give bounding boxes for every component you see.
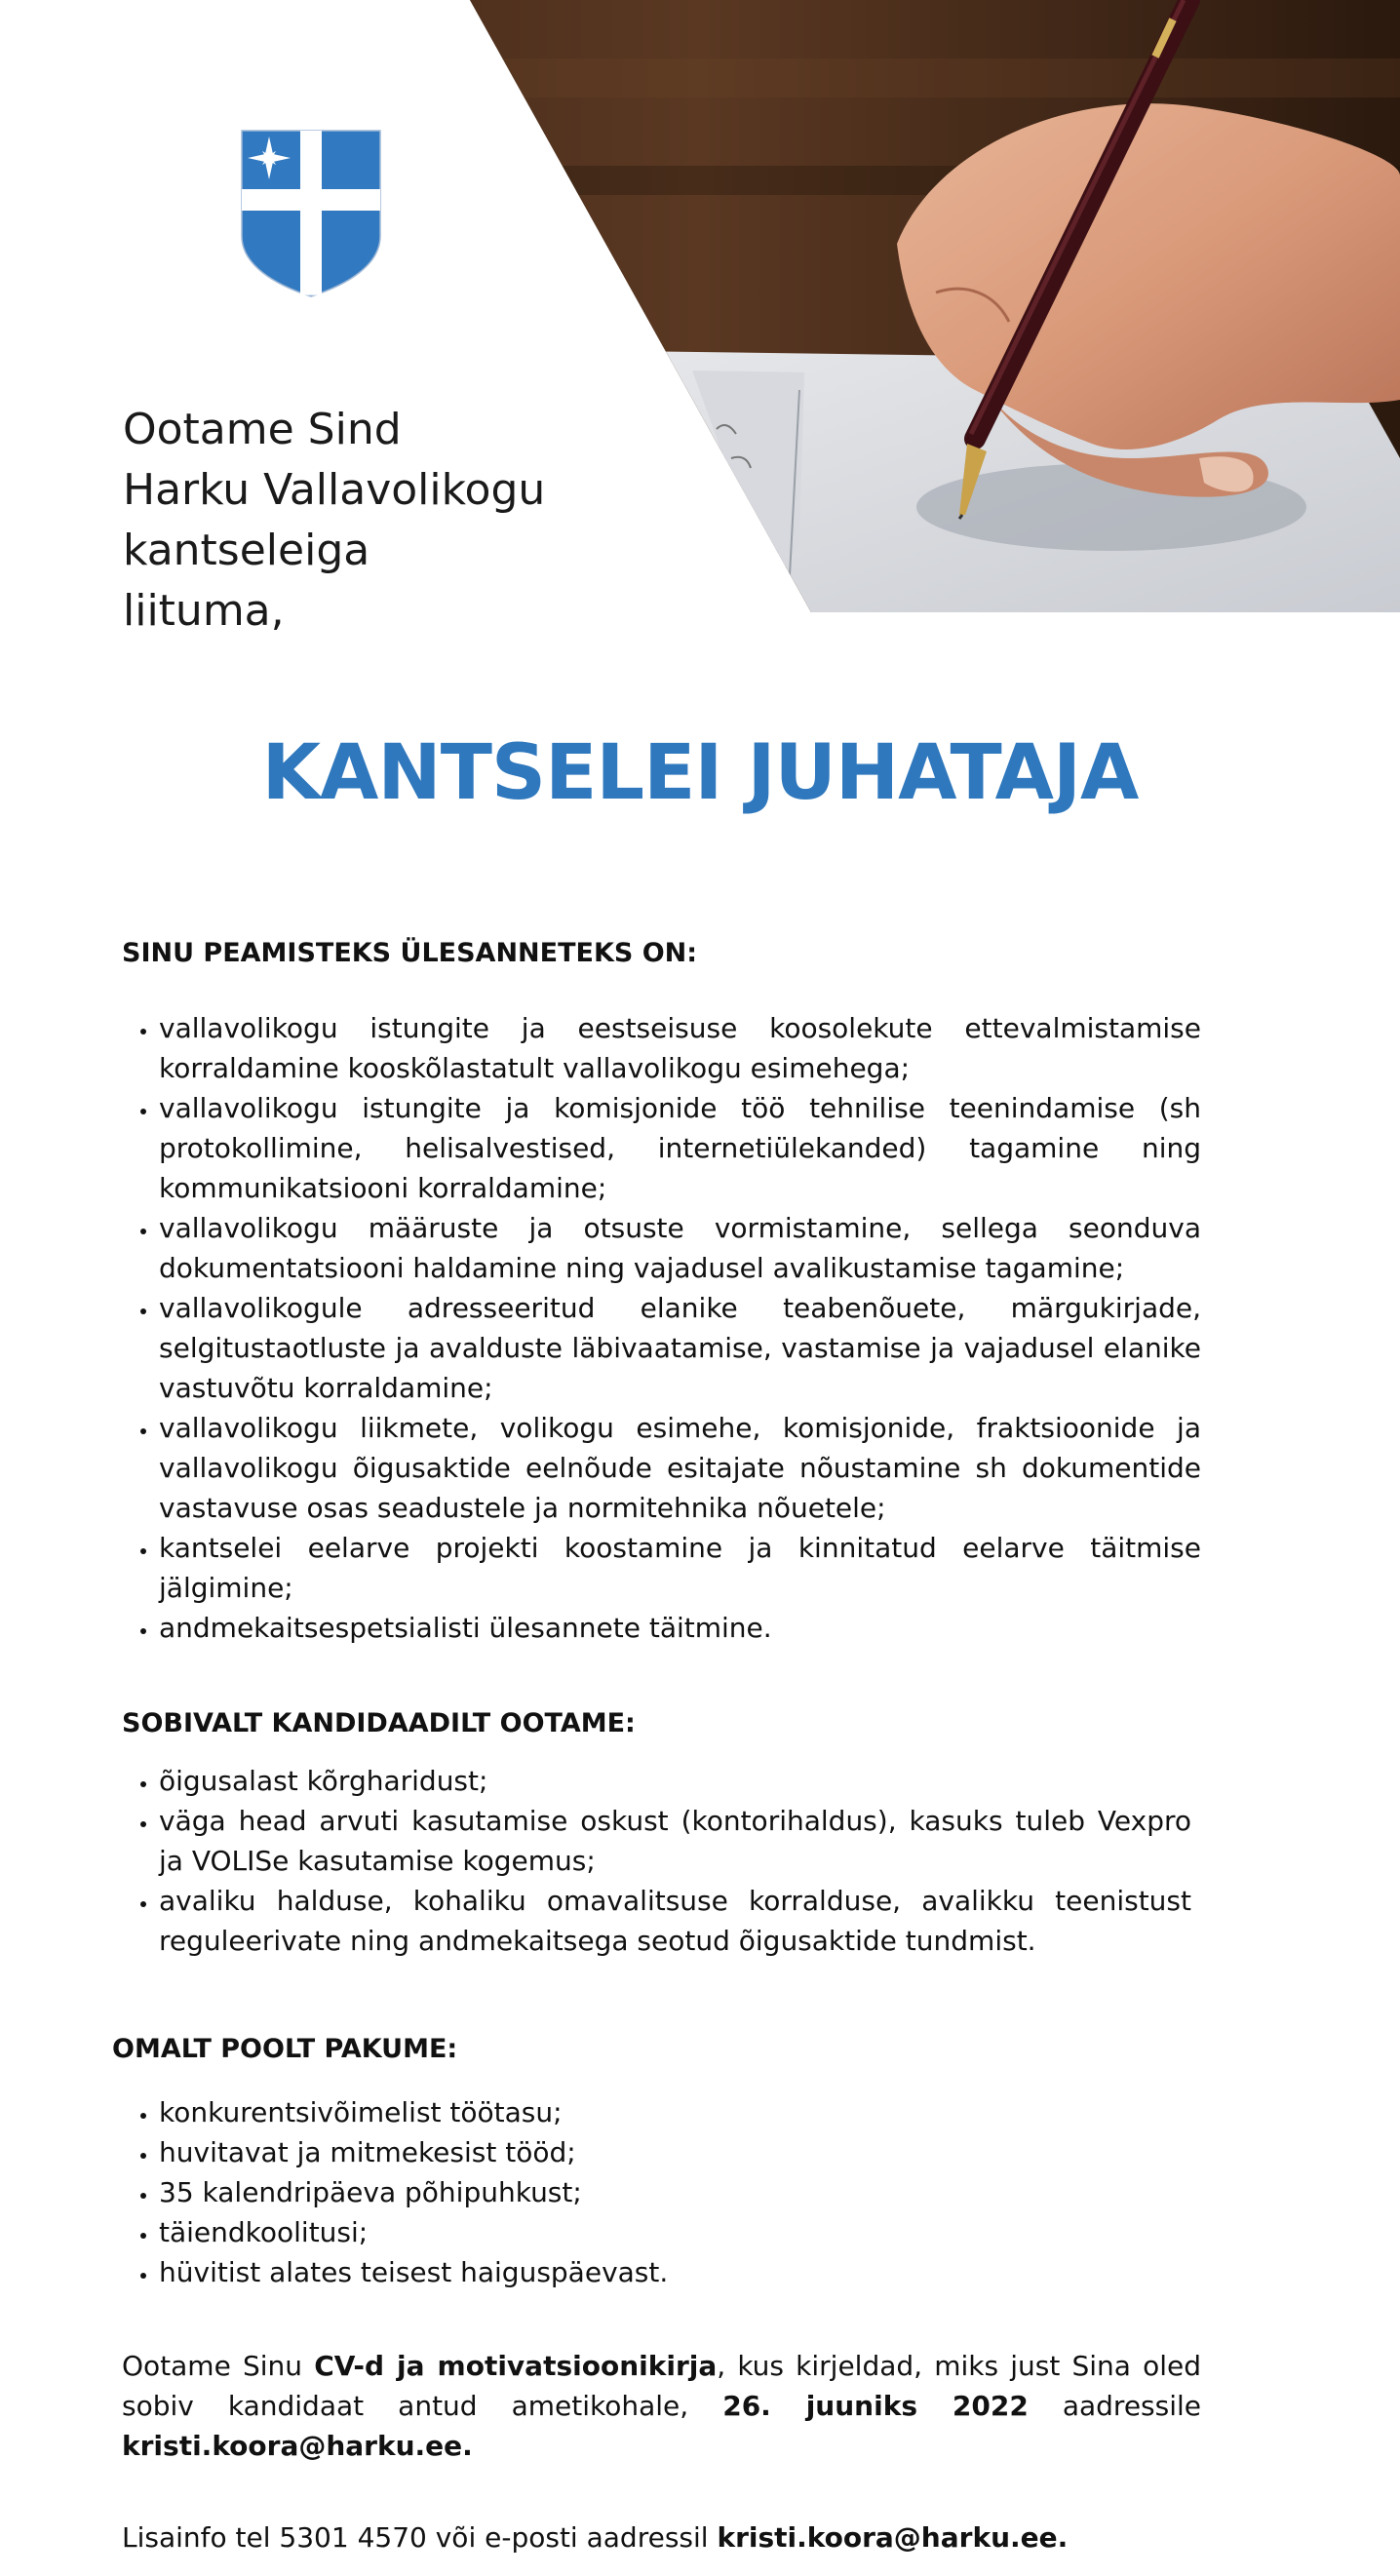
list-item: • andmekaitsespetsialisti ülesannete täitmine. — [159, 1608, 1201, 1648]
intro-text — [123, 400, 630, 642]
requirements-heading: SOBIVALT KANDIDAADILT OOTAME: — [122, 1708, 636, 1738]
application-text: Ootame Sinu — [122, 2350, 315, 2382]
job-title: KANTSELEI JUHATAJA — [261, 729, 1139, 817]
application-deadline: 26. juuniks 2022 — [722, 2390, 1029, 2422]
list-item: • konkurentsivõimelist töötasu; — [159, 2092, 1191, 2132]
list-item: • 35 kalendripäeva põhipuhkust; — [159, 2172, 1191, 2212]
list-item: • vallavolikogule adresseeritud elanike teabenõuete, märgukirjade, selgitustaotluste ja avalduste läbivaatamise, vastamise ja vajadusel elanike vastuvõtu korraldamine; — [159, 1288, 1201, 1408]
contact-line — [122, 2517, 1292, 2557]
contact-text: Lisainfo tel 5301 4570 või e-posti aadressil — [122, 2521, 718, 2554]
list-item: • vallavolikogu liikmete, volikogu esimehe, komisjonide, fraktsioonide ja vallavolikogu õigusaktide eelnõude esitajate nõustamine sh dokumentide vastavuse osas seadustele ja normitehnika nõuetele; — [159, 1408, 1201, 1528]
duties-list — [122, 1008, 1201, 1648]
list-item: • väga head arvuti kasutamise oskust (kontorihaldus), kasuks tuleb Vexpro ja VOLISe kasutamise kogemus; — [159, 1801, 1191, 1881]
requirements-list — [122, 1761, 1191, 1961]
list-item: • täiendkoolitusi; — [159, 2212, 1191, 2252]
application-email-link[interactable]: kristi.koora@harku.ee. — [122, 2430, 473, 2462]
list-item: • vallavolikogu määruste ja otsuste vormistamine, sellega seonduva dokumentatsiooni haldamine ning vajadusel avalikustamise tagamine; — [159, 1208, 1201, 1288]
list-item: • kantselei eelarve projekti koostamine ja kinnitatud eelarve täitmise jälgimine; — [159, 1528, 1201, 1608]
offer-heading: OMALT POOLT PAKUME: — [112, 2034, 458, 2064]
list-item: • õigusalast kõrgharidust; — [159, 1761, 1191, 1801]
harku-coat-of-arms-icon — [240, 129, 382, 298]
intro-line: Ootame Sind — [123, 405, 402, 454]
intro-line: kantseleiga — [123, 526, 370, 575]
list-item: • hüvitist alates teisest haiguspäevast. — [159, 2252, 1191, 2292]
application-paragraph — [122, 2346, 1201, 2466]
intro-line: Harku Vallavolikogu — [123, 465, 546, 515]
application-documents: CV-d ja motivatsioonikirja — [314, 2350, 718, 2382]
offer-list — [122, 2092, 1191, 2292]
application-text: aadressile — [1028, 2390, 1202, 2422]
contact-email-link[interactable]: kristi.koora@harku.ee. — [717, 2521, 1069, 2554]
list-item: • avaliku halduse, kohaliku omavalitsuse korralduse, avalikku teenistust reguleerivate ning andmekaitsega seotud õigusaktide tundmist. — [159, 1881, 1191, 1961]
list-item: • vallavolikogu istungite ja eestseisuse koosolekute ettevalmistamise korraldamine kooskõlastatult vallavolikogu esimehega; — [159, 1008, 1201, 1088]
application-text: , kus kirjeldad, miks just Sina oled sobiv kandidaat antud ametikohale, — [122, 2350, 1202, 2422]
list-item: • vallavolikogu istungite ja komisjonide töö tehnilise teenindamise (sh protokollimine, helisalvestised, internetiülekanded) tagamine ning kommunikatsiooni korraldamine; — [159, 1088, 1201, 1208]
duties-heading: SINU PEAMISTEKS ÜLESANNETEKS ON: — [122, 938, 698, 968]
intro-line: liituma, — [123, 586, 285, 636]
list-item: • huvitavat ja mitmekesist tööd; — [159, 2132, 1191, 2172]
